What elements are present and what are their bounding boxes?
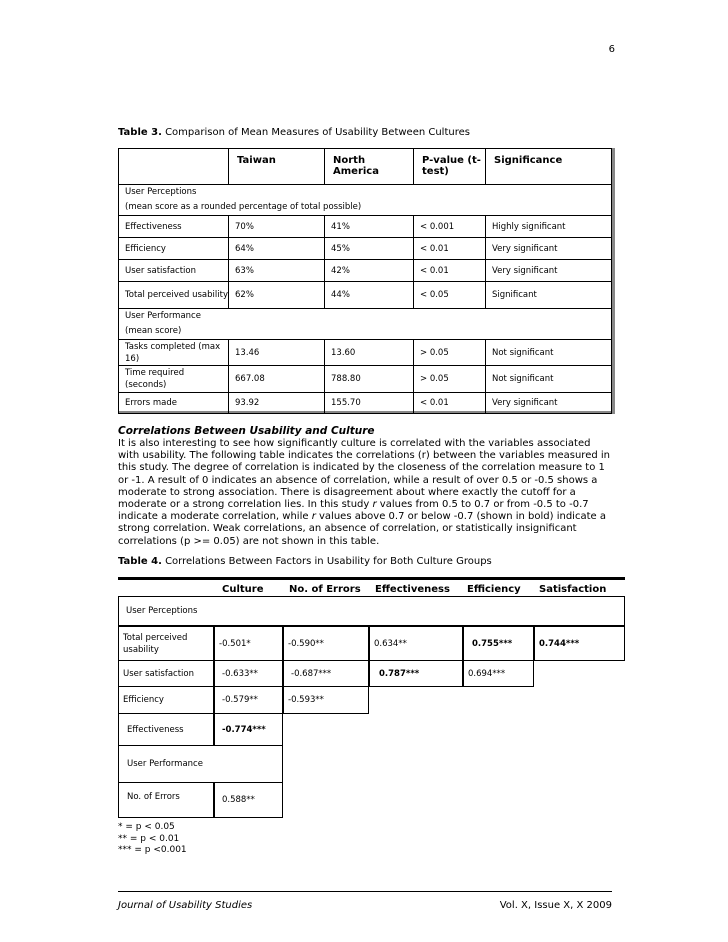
table-row [119,260,612,282]
table3-group-row [119,309,612,340]
table4-caption [118,556,492,567]
table4-cell: -0.687*** [283,660,369,687]
footnote: * = p < 0.05 [118,822,175,832]
table4-row-label: Efficiency [118,686,214,714]
table4-cell: -0.579** [214,686,283,714]
table-cell: > 0.05 [414,340,486,366]
footnote: *** = p <0.001 [118,845,187,855]
table-cell: Not significant [486,340,612,366]
table-cell: Very significant [486,238,612,260]
table-cell: < 0.05 [414,282,486,309]
table4-cell: 0.634** [369,626,463,661]
table-cell: 93.92 [229,393,325,414]
body-text-part: values from 0.5 to 0.7 or from -0.5 to -0.7 indicate a moderate correlation, while [118,499,589,523]
table4-header: Effectiveness [375,584,450,595]
table4-cell: 0.694*** [463,660,534,687]
table4-group-user-perceptions [118,596,625,626]
table-cell: 64% [229,238,325,260]
table3-group-subtitle: (mean score) [125,326,182,336]
table-cell: < 0.01 [414,393,486,414]
table-cell: 70% [229,216,325,238]
table-cell: Tasks completed (max 16) [119,340,229,366]
table-row [119,238,612,260]
table3-header: North America [325,149,414,185]
table-cell: Very significant [486,393,612,414]
table3-caption [118,127,470,138]
journal-issue: Vol. X, Issue X, X 2009 [499,900,612,911]
table3-header: Taiwan [229,149,325,185]
table4-header: No. of Errors [289,584,361,595]
table4-cell: -0.593** [283,686,369,714]
table-cell: < 0.01 [414,238,486,260]
body-text-italic: r [372,499,377,511]
body-text-part: It is also interesting to see how significantly culture is correlated with the variables associated with usability. The following table indicates the correlations (r) between the variables measured in this study. The degree of correlation is indicated by the closeness of the correlation measure to 1 or -1. A result of 0 indicates an absence of correlation, while a result of over 0.5 or -0.5 shows a moderate to strong association. There is disagreement about where exactly the cutoff for a moderate or a strong correlation lies. In this study [118,438,610,511]
table3-group-row [119,185,612,216]
table4-top-rule [118,577,625,580]
table-row [119,393,612,414]
table-cell: Time required (seconds) [119,366,229,393]
table-cell: 667.08 [229,366,325,393]
table4-cell: 0.744*** [534,626,625,661]
table-cell: 41% [325,216,414,238]
table4-group-label: User Perceptions [126,605,198,616]
table-cell: 155.70 [325,393,414,414]
table4-row-label: No. of Errors [118,782,214,818]
table-cell: 44% [325,282,414,309]
table-row [119,340,612,366]
table-cell: User satisfaction [119,260,229,282]
table4-cell: -0.633** [214,660,283,687]
table4-row-label: User satisfaction [118,660,214,687]
table3-header: P-value (t-test) [414,149,486,185]
table-cell: < 0.001 [414,216,486,238]
table-cell: 13.60 [325,340,414,366]
table-cell: > 0.05 [414,366,486,393]
table4-header: Efficiency [467,584,521,595]
table4-cell: 0.755*** [463,626,534,661]
table4-header: Culture [222,584,264,595]
table3-caption-label: Table 3. [118,127,162,138]
table3-header: Significance [486,149,612,185]
table4-header: Satisfaction [539,584,607,595]
table3-header-empty [119,149,229,185]
table-cell: < 0.01 [414,260,486,282]
table4-caption-label: Table 4. [118,556,162,567]
table-cell: 42% [325,260,414,282]
table-cell: Very significant [486,260,612,282]
table-cell: Total perceived usability [119,282,229,309]
page-number: 6 [608,44,615,55]
table-cell: 63% [229,260,325,282]
table4-cell: 0.787*** [369,660,463,687]
table4-cell: -0.774*** [214,713,283,746]
table-cell: Not significant [486,366,612,393]
table-cell: Efficiency [119,238,229,260]
table4-cell: -0.501* [214,626,283,661]
table4-row-label: Total perceived usability [118,626,214,661]
table3-group-subtitle: (mean score as a rounded percentage of total possible) [125,202,362,212]
table-cell: Highly significant [486,216,612,238]
table4-cell: 0.588** [214,782,283,818]
journal-name: Journal of Usability Studies [118,900,253,911]
footnote: ** = p < 0.01 [118,833,180,844]
table3-group-title: User Performance [125,311,201,321]
body-text-italic: r [311,511,316,523]
section-title: Correlations Between Usability and Culture [118,425,375,437]
table-row [119,216,612,238]
table3-header-row [119,149,612,185]
table3-caption-text: Comparison of Mean Measures of Usability Between Cultures [161,127,470,138]
body-text-part: values above 0.7 or below -0.7 (shown in bold) indicate a strong correlation. Weak correlations, an absence of correlation, or statistically insignificant correlations (p >= 0.05) are not shown in this table. [118,511,606,547]
table4-caption-text: Correlations Between Factors in Usability for Both Culture Groups [161,556,492,567]
table4-row-label: Effectiveness [118,713,214,746]
table4-group-label: User Performance [127,759,203,769]
table-cell: Significant [486,282,612,309]
footnotes [118,822,187,857]
table-cell: 62% [229,282,325,309]
body-paragraph [118,438,612,548]
table-cell: Errors made [119,393,229,414]
footer-rule [118,891,612,892]
table-row [119,282,612,309]
table4-cell: -0.590** [283,626,369,661]
table-cell: 788.80 [325,366,414,393]
table-cell: Effectiveness [119,216,229,238]
table4-group-user-performance [118,745,283,783]
table-row [119,366,612,393]
table3 [118,148,615,414]
table3-group-title: User Perceptions [125,187,197,197]
table-cell: 13.46 [229,340,325,366]
table-cell: 45% [325,238,414,260]
